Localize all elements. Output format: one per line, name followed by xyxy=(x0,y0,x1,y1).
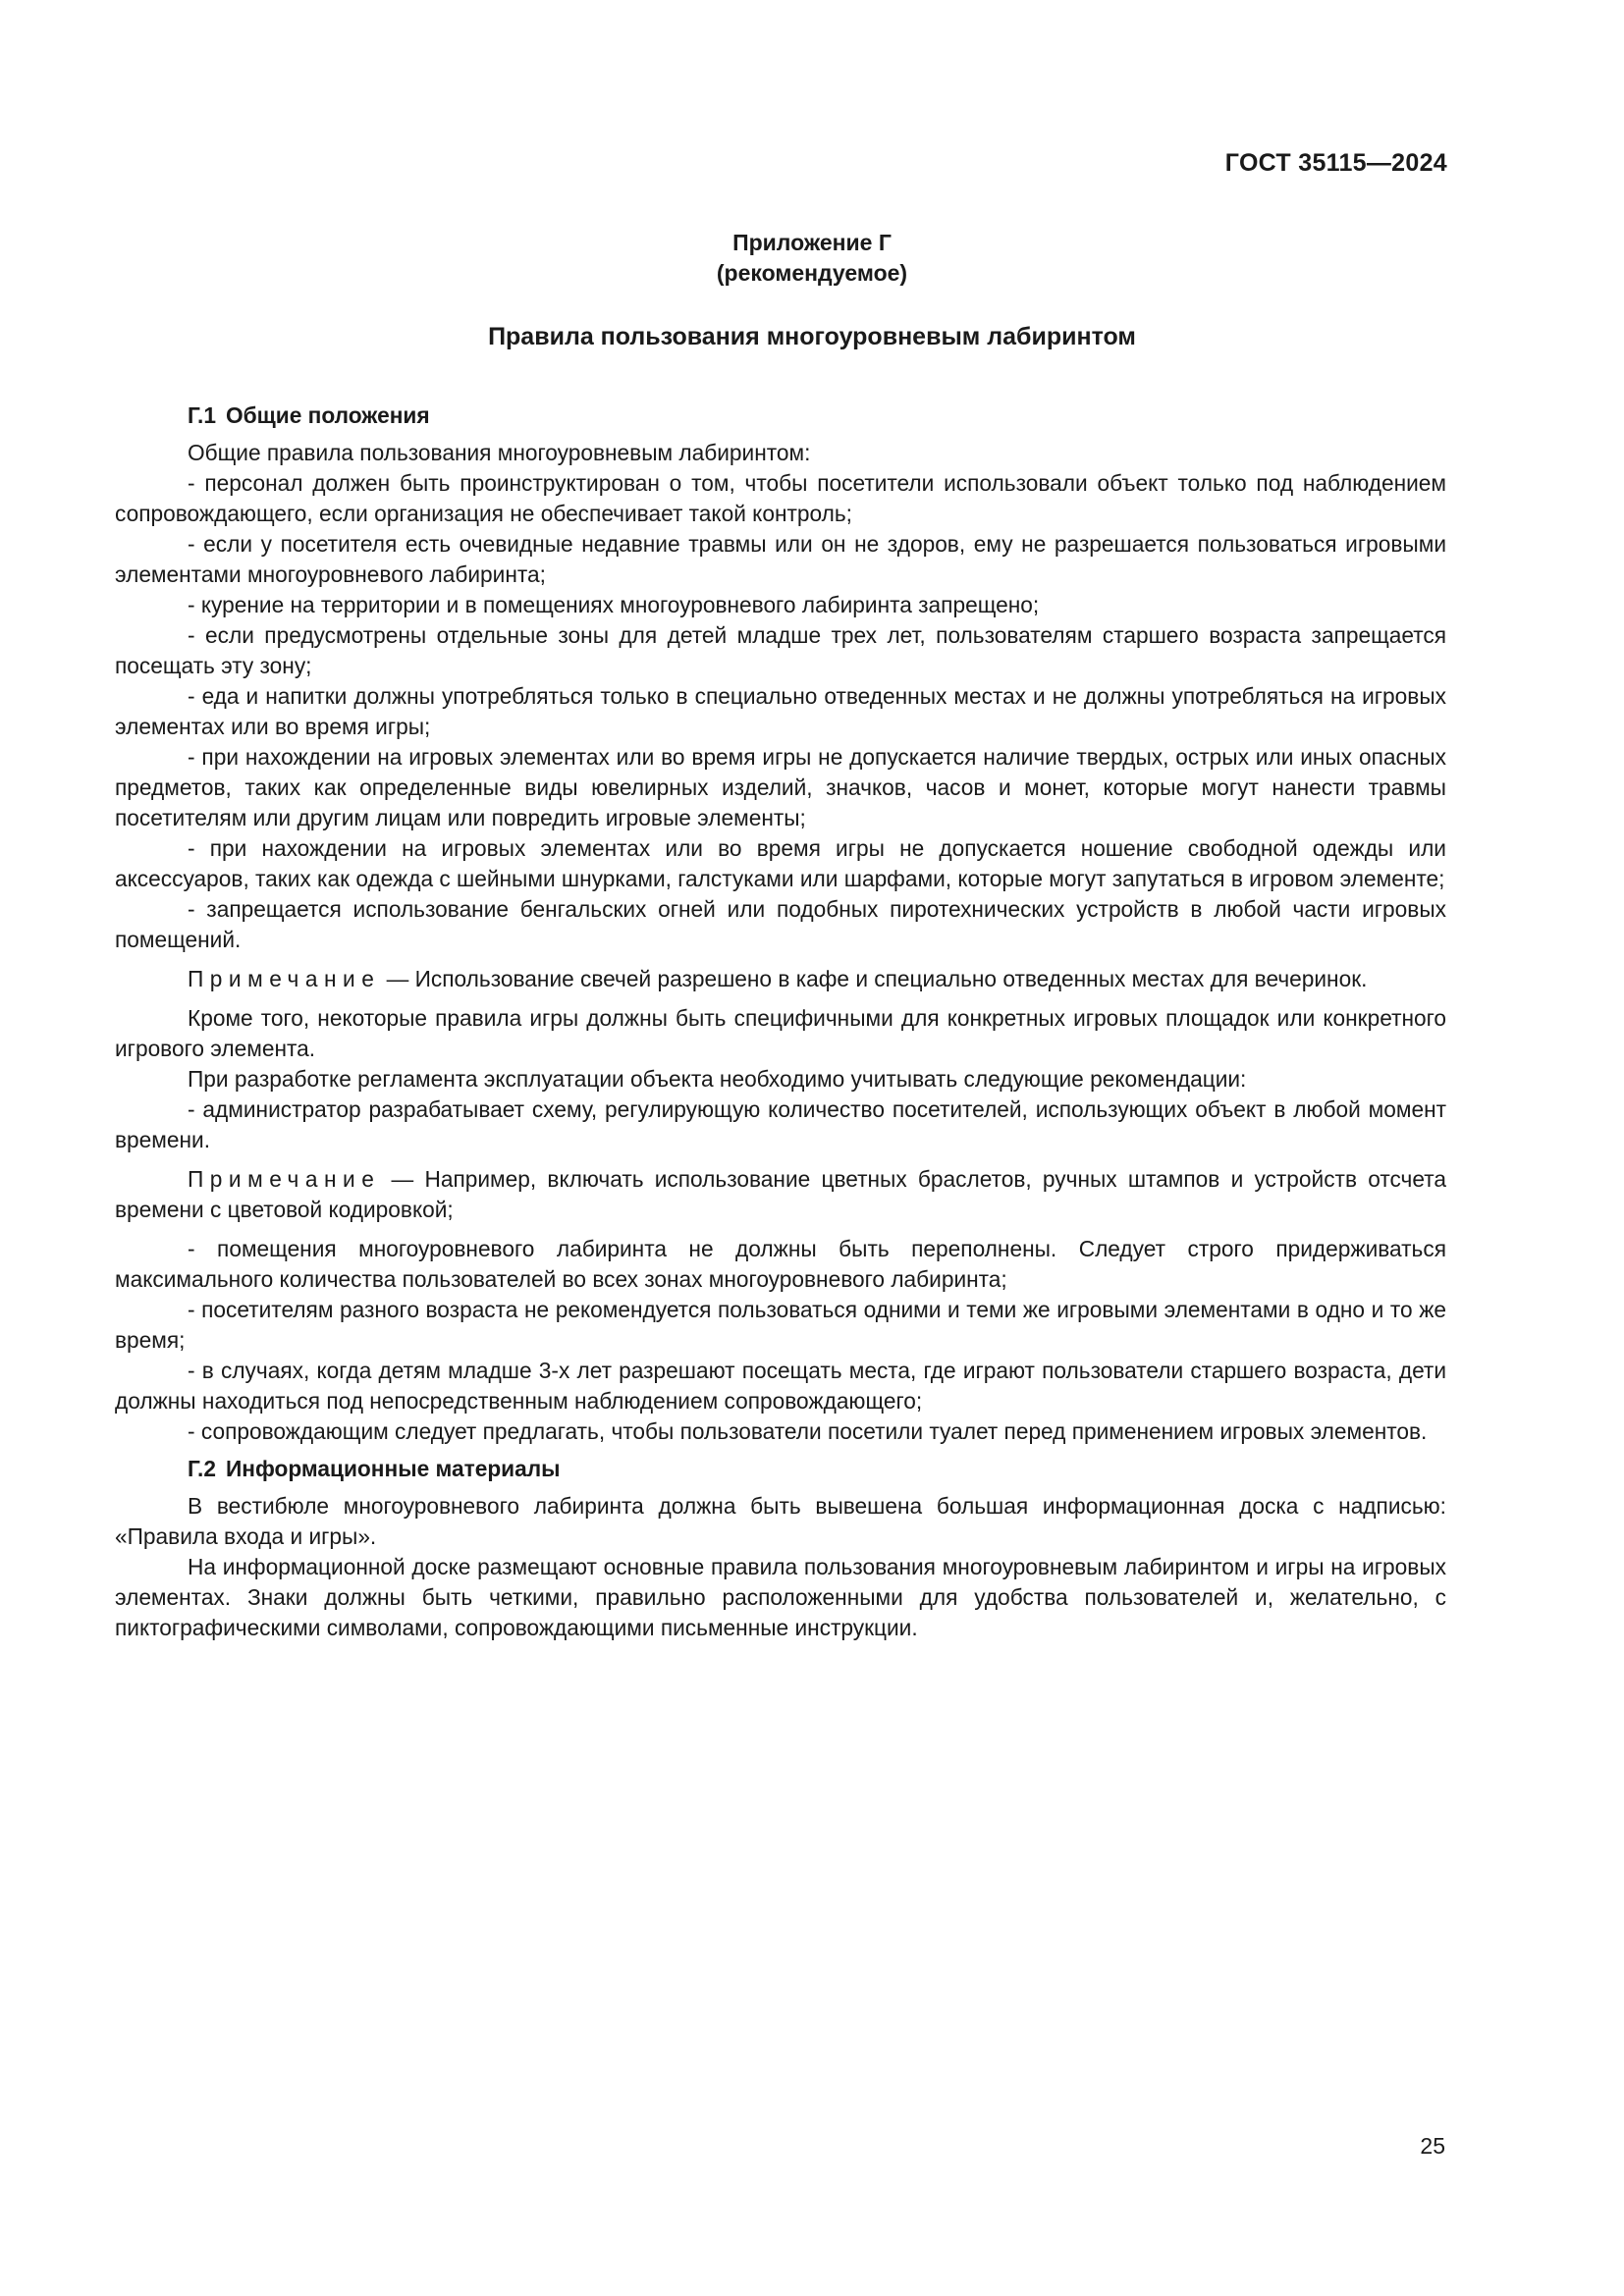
appendix-status: (рекомендуемое) xyxy=(716,260,908,286)
list-item: - в случаях, когда детям младше 3-х лет разрешают посещать места, где играют пользователи старшего возраста, дети должны находиться под непосредственным наблюдением сопровождающего; xyxy=(115,1358,1446,1414)
note xyxy=(115,964,1446,994)
list-item: - еда и напитки должны употребляться только в специально отведенных местах и не должны употребляться на игровых элементах или во время игры; xyxy=(115,683,1446,739)
note-label: Примечание xyxy=(188,966,381,991)
paragraph: При разработке регламента эксплуатации объекта необходимо учитывать следующие рекомендации: xyxy=(188,1066,1247,1092)
list-item: - посетителям разного возраста не рекомендуется пользоваться одними и теми же игровыми элементами в одно и то же время; xyxy=(115,1297,1446,1353)
paragraph: На информационной доске размещают основные правила пользования многоуровневым лабиринтом и игры на игровых элементах. Знаки должны быть четкими, правильно расположенными для удобства пользователей и, желательно, с пиктографическими символами, сопровождающими письменные инструкции. xyxy=(115,1554,1446,1640)
paragraph: В вестибюле многоуровневого лабиринта должна быть вывешена большая информационная доска с надписью: «Правила входа и игры». xyxy=(115,1493,1446,1549)
note xyxy=(115,1164,1446,1225)
page-number: 25 xyxy=(1420,2133,1445,2159)
paragraph: Кроме того, некоторые правила игры должны быть специфичными для конкретных игровых площадок или конкретного игрового элемента. xyxy=(115,1005,1446,1061)
note-label: Примечание xyxy=(188,1166,381,1192)
list-item: - при нахождении на игровых элементах или во время игры не допускается ношение свободной одежды или аксессуаров, таких как одежда с шейными шнурками, галстуками или шарфами, которые могут запутаться в игровом элементе; xyxy=(115,835,1446,891)
note-text: — Использование свечей разрешено в кафе и специально отведенных местах для вечеринок. xyxy=(380,966,1368,991)
document-body xyxy=(115,400,1446,1643)
list-item: - при нахождении на игровых элементах или во время игры не допускается наличие твердых, острых или иных опасных предметов, таких как определенные виды ювелирных изделий, значков, часов и монет, которые могут нанести травмы посетителям или другим лицам или повредить игровые элементы; xyxy=(115,744,1446,830)
appendix-heading xyxy=(0,228,1624,289)
list-item: - запрещается использование бенгальских огней или подобных пиротехнических устройств в любой части игровых помещений. xyxy=(115,896,1446,952)
section-heading-g1 xyxy=(115,400,1446,431)
paragraph: Общие правила пользования многоуровневым лабиринтом: xyxy=(188,440,811,465)
section-number: Г.1 xyxy=(188,402,216,428)
list-item: - сопровождающим следует предлагать, чтобы пользователи посетили туалет перед применением игровых элементов. xyxy=(188,1418,1428,1444)
appendix-title: Приложение Г xyxy=(732,230,892,255)
list-item: - помещения многоуровневого лабиринта не должны быть переполнены. Следует строго придерживаться максимального количества пользователей во всех зонах многоуровневого лабиринта; xyxy=(115,1236,1446,1292)
list-item: - если предусмотрены отдельные зоны для детей младше трех лет, пользователям старшего возраста запрещается посещать эту зону; xyxy=(115,622,1446,678)
list-item: - курение на территории и в помещениях многоуровневого лабиринта запрещено; xyxy=(188,592,1040,617)
section-title: Информационные материалы xyxy=(225,1456,561,1481)
section-heading-g2 xyxy=(115,1454,1446,1484)
standard-number: ГОСТ 35115—2024 xyxy=(1224,149,1447,177)
list-item: - персонал должен быть проинструктирован о том, чтобы посетители использовали объект только под наблюдением сопровождающего, если организация не обеспечивает такой контроль; xyxy=(115,470,1446,526)
list-item: - если у посетителя есть очевидные недавние травмы или он не здоров, ему не разрешается пользоваться игровыми элементами многоуровневого лабиринта; xyxy=(115,531,1446,587)
document-title: Правила пользования многоуровневым лабиринтом xyxy=(488,323,1136,350)
note-text: — Например, включать использование цветных браслетов, ручных штампов и устройств отсчета времени с цветовой кодировкой; xyxy=(115,1166,1446,1222)
section-number: Г.2 xyxy=(188,1456,216,1481)
list-item: - администратор разрабатывает схему, регулирующую количество посетителей, использующих объект в любой момент времени. xyxy=(115,1096,1446,1152)
section-title: Общие положения xyxy=(225,402,430,428)
